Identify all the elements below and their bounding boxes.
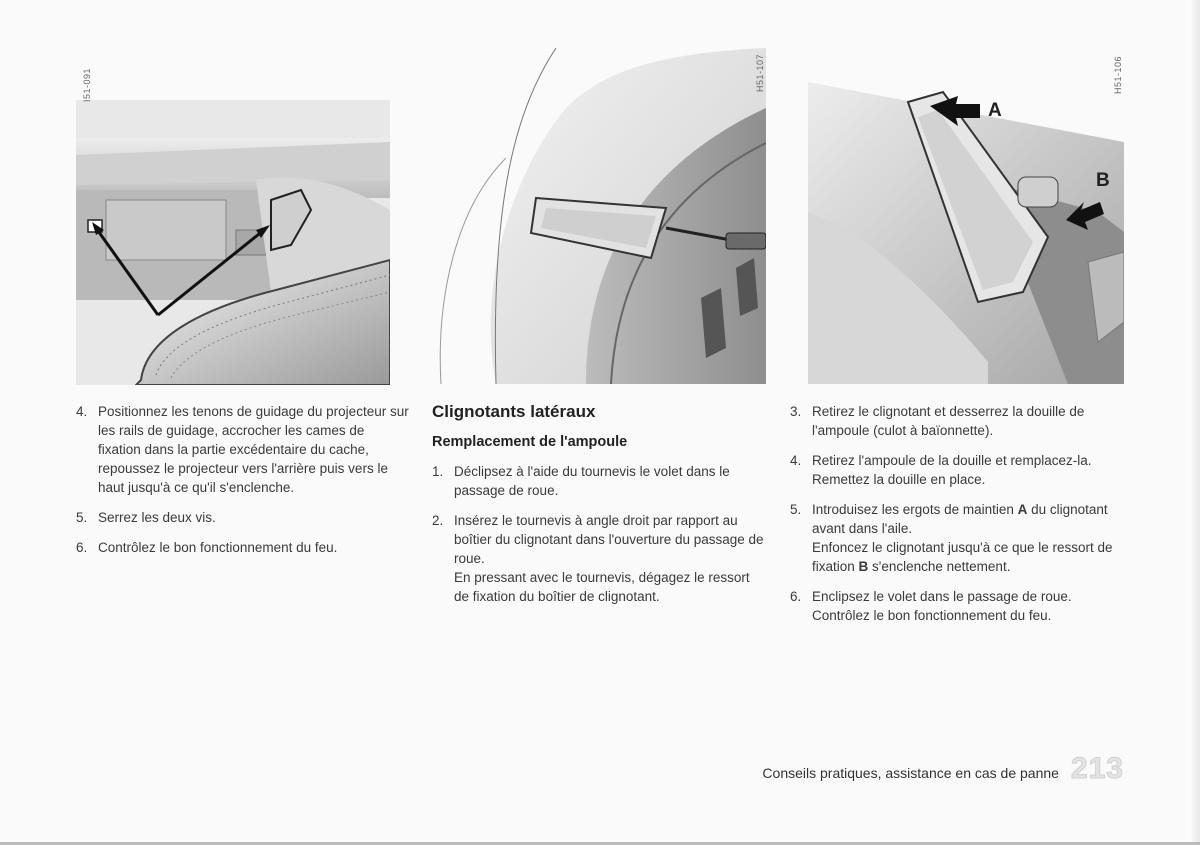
left-instructions (76, 402, 410, 568)
page-edge-shadow (1190, 0, 1200, 845)
steps-list (76, 402, 410, 557)
section-title: Clignotants latéraux (432, 402, 596, 421)
figure-code-middle: H51-107 (755, 53, 765, 92)
ref-a: A (1017, 502, 1028, 517)
chapter-title: Conseils pratiques, assistance en cas de panne (762, 765, 1059, 781)
steps-list (432, 462, 768, 606)
callout-b: B (1096, 170, 1110, 191)
side-indicator-drawing (436, 48, 766, 384)
ref-b: B (858, 559, 869, 574)
page-footer (762, 752, 1124, 786)
indicator-removal-drawing (808, 62, 1124, 384)
page-number: 213 (1070, 752, 1124, 785)
list-item: 6. Contrôlez le bon fonctionnement du feu. (76, 540, 338, 555)
steps-list (790, 402, 1126, 625)
list-item: 5. Introduisez les ergots de maintien A du clignotant avant dans l'aile. Enfoncez le clignotant jusqu'à ce que le ressort de fixation B s'enclenche nettement. (790, 502, 1113, 574)
headlight-drawing (76, 60, 390, 385)
list-item: 3. Retirez le clignotant et desserrez la douille de l'ampoule (culot à baïonnette). (790, 404, 1085, 438)
figure-code-right: H51-106 (1113, 55, 1123, 94)
figure-code-left: I51-091 (82, 67, 92, 102)
callout-a: A (988, 100, 1002, 121)
list-item: 1. Déclipsez à l'aide du tournevis le volet dans le passage de roue. (432, 464, 730, 498)
middle-instructions (432, 402, 768, 617)
list-item: 4. Retirez l'ampoule de la douille et remplacez-la. Remettez la douille en place. (790, 453, 1092, 487)
list-item: 5. Serrez les deux vis. (76, 510, 216, 525)
side-indicator-illustration (436, 48, 766, 384)
list-item: 2. Insérez le tournevis à angle droit par rapport au boîtier du clignotant dans l'ouverture du passage de roue. En pressant avec le tournevis, dégagez le ressort de fixation du boîtier de clignotant. (432, 513, 764, 604)
indicator-removal-illustration (808, 62, 1124, 384)
subsection-title: Remplacement de l'ampoule (432, 434, 628, 450)
right-instructions (790, 402, 1126, 636)
list-item: 6. Enclipsez le volet dans le passage de roue. Contrôlez le bon fonctionnement du feu. (790, 589, 1072, 623)
list-item: 4. Positionnez les tenons de guidage du projecteur sur les rails de guidage, accrocher les cames de fixation dans la partie excédentaire du cache, repoussez le projecteur vers l'arrière puis vers le haut jusqu'à ce qu'il s'enclenche. (76, 404, 409, 495)
headlight-illustration (76, 60, 390, 385)
